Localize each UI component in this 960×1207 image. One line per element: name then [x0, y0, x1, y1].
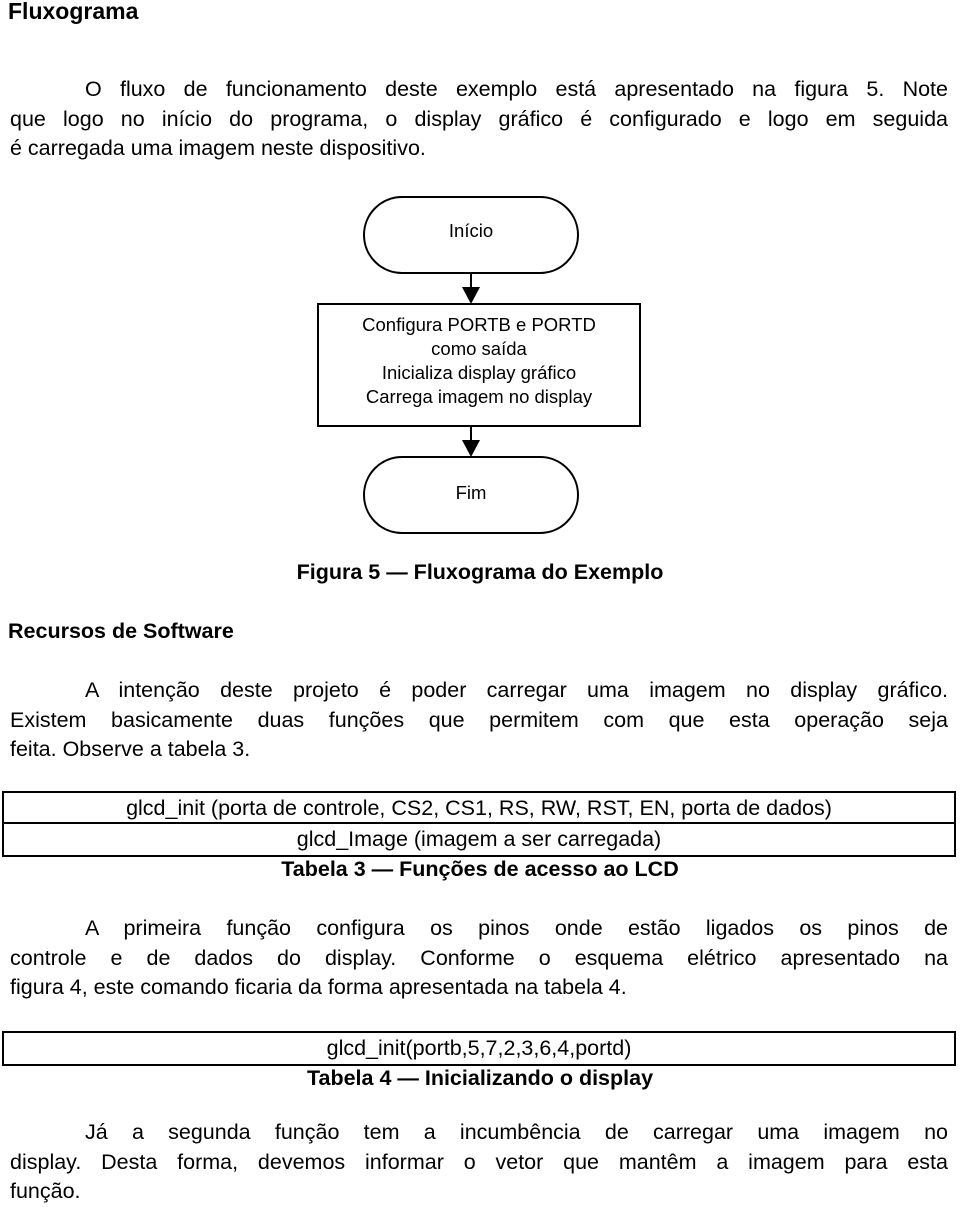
para3-line-1: A primeira função configura os pinos onde estão ligados os pinos de — [85, 916, 948, 940]
intro-line-1: O fluxo de funcionamento deste exemplo está apresentado na figura 5. Note — [85, 77, 948, 101]
paragraph-3 — [10, 914, 948, 1003]
paragraph-2 — [10, 676, 948, 765]
figure-caption: Figura 5 — Fluxograma do Exemplo — [296, 560, 664, 584]
start-label: Início — [448, 220, 494, 241]
para4-line-3: função. — [10, 1179, 81, 1203]
process-line-3: Inicializa display gráfico — [381, 362, 577, 383]
para3-line-2: controle e de dados do display. Conforme o esquema elétrico apresentado na — [10, 945, 948, 970]
table-3-row-1: glcd_init (porta de controle, CS2, CS1, RS, RW, RST, EN, porta de dados) — [4, 793, 954, 824]
paragraph-4 — [10, 1118, 948, 1207]
para3-line-3: figura 4, este comando ficaria da forma apresentada na tabela 4. — [10, 975, 627, 999]
table-3 — [2, 791, 956, 857]
para4-line-1: Já a segunda função tem a incumbência de carregar uma imagem no — [85, 1120, 948, 1144]
section-heading-fluxograma: Fluxograma — [8, 0, 139, 24]
para2-line-2: Existem basicamente duas funções que permitem com que esta operação seja — [10, 707, 948, 732]
intro-line-3: é carregada uma imagem neste dispositivo. — [10, 136, 426, 160]
table-3-row-2: glcd_Image (imagem a ser carregada) — [296, 827, 662, 851]
process-line-2: como saída — [431, 338, 527, 359]
end-label: Fim — [455, 482, 487, 503]
table-4-caption: Tabela 4 — Inicializando o display — [306, 1066, 654, 1090]
para4-line-2: display. Desta forma, devemos informar o vetor que mantêm a imagem para esta — [10, 1149, 948, 1174]
table-3-caption: Tabela 3 — Funções de acesso ao LCD — [281, 857, 679, 881]
process-line-1: Configura PORTB e PORTD — [362, 314, 596, 335]
table-4-row-1: glcd_init(portb,5,7,2,3,6,4,portd) — [326, 1036, 632, 1060]
para2-line-1: A intenção deste projeto é poder carregar uma imagem no display gráfico. — [85, 678, 948, 702]
process-text — [318, 313, 640, 409]
table-4 — [2, 1031, 956, 1066]
process-line-4: Carrega imagem no display — [365, 386, 593, 407]
section-heading-software: Recursos de Software — [8, 619, 234, 643]
arrowhead-1 — [462, 287, 480, 304]
arrowhead-2 — [462, 440, 480, 457]
intro-line-2: que logo no início do programa, o display gráfico é configurado e logo em seguida — [10, 106, 948, 131]
flowchart-diagram — [0, 0, 960, 560]
para2-line-3: feita. Observe a tabela 3. — [10, 737, 251, 761]
